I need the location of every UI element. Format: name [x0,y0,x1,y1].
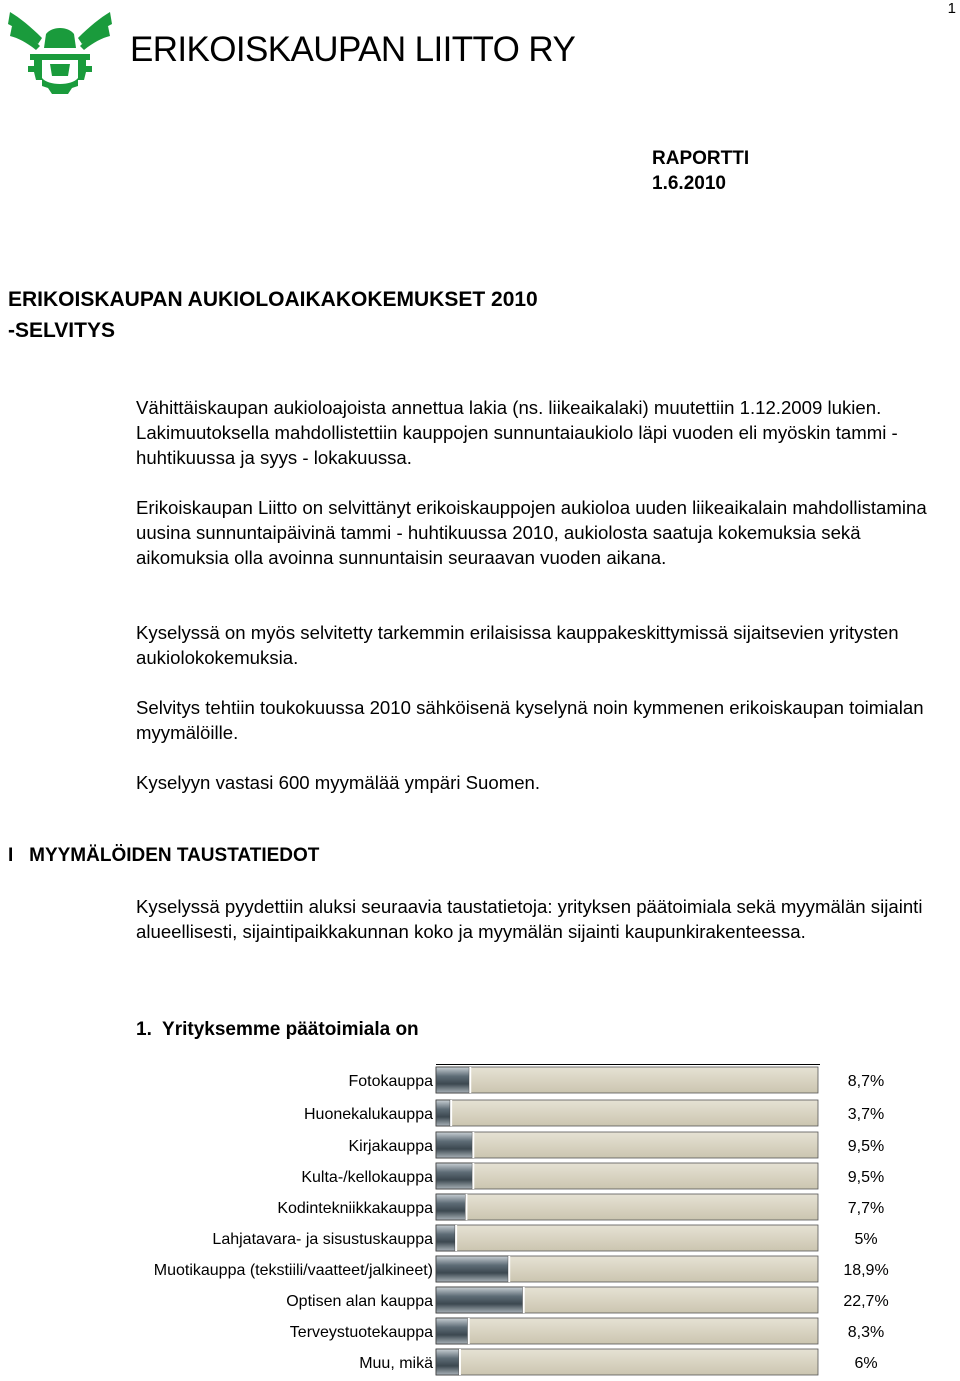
bar-remainder [436,1318,818,1344]
bar-value [436,1067,469,1093]
bar-value [436,1132,472,1158]
bar-separator [472,1132,474,1158]
category-label: Kulta-/kellokauppa [301,1169,433,1186]
bar-value [436,1349,459,1375]
category-label: Optisen alan kauppa [286,1293,433,1310]
bar-separator [508,1256,510,1282]
category-label: Huonekalukauppa [304,1106,433,1123]
bar-remainder [436,1067,818,1093]
value-label: 8,3% [847,1324,885,1341]
section-heading: I MYYMÄLÖIDEN TAUSTATIEDOT [8,845,320,866]
report-date: 1.6.2010 [652,173,726,194]
bar-separator [523,1287,525,1313]
bar-separator [469,1067,471,1093]
bar-value [436,1256,508,1282]
value-label: 18,9% [843,1262,889,1279]
value-label: 9,5% [847,1138,885,1155]
value-label: 5% [854,1231,878,1248]
intro-paragraph-5: Kyselyyn vastasi 600 myymälää ympäri Suomen. [136,772,541,793]
section-paragraph: Kyselyssä pyydettiin aluksi seuraavia taustatietoja: yrityksen päätoimiala sekä myymälän sijainti alueellisesti, sijaintipaikkakunnan koko ja myymälän sijainti kaupunkirakenteessa. [136,896,923,942]
category-label: Kodintekniikkakauppa [277,1200,433,1217]
value-label: 6% [854,1355,878,1372]
category-label: Muotikauppa (tekstiili/vaatteet/jalkineet) [153,1262,433,1279]
category-label: Muu, mikä [359,1355,433,1372]
bar-value [436,1318,468,1344]
bar-separator [468,1318,470,1344]
bar-separator [465,1194,467,1220]
bar-value [436,1225,455,1251]
bar-value [436,1163,472,1189]
document-title-line-1: ERIKOISKAUPAN AUKIOLOAIKAKOKEMUKSET 2010 [8,288,538,311]
bar-remainder [436,1349,818,1375]
category-label: Terveystuotekauppa [289,1324,433,1341]
category-label: Lahjatavara- ja sisustuskauppa [212,1231,433,1248]
bar-separator [455,1225,457,1251]
bar-remainder [436,1225,818,1251]
bar-separator [459,1349,461,1375]
question-label: 1. Yrityksemme päätoimiala on [136,1019,419,1040]
bar-remainder [436,1194,818,1220]
value-label: 22,7% [843,1293,889,1310]
value-label: 9,5% [847,1169,885,1186]
bar-value [436,1194,465,1220]
value-label: 8,7% [847,1073,885,1090]
value-label: 7,7% [847,1200,885,1217]
bar-separator [450,1100,452,1126]
bar-remainder [436,1132,818,1158]
bar-remainder [436,1100,818,1126]
page-number: 1 [947,0,956,17]
bar-value [436,1100,450,1126]
value-label: 3,7% [847,1106,885,1123]
category-label: Kirjakauppa [348,1138,433,1155]
intro-paragraph-3: Kyselyssä on myös selvitetty tarkemmin erilaisissa kauppakeskittymissä sijaitsevien yritysten aukiolokokemuksia. [136,622,899,668]
report-label: RAPORTTI [652,148,750,169]
bar-separator [472,1163,474,1189]
category-label: Fotokauppa [348,1073,433,1090]
intro-paragraph-1: Vähittäiskaupan aukioloajoista annettua lakia (ns. liikeaikalaki) muutettiin 1.12.2009 lukien. Lakimuutoksella mahdollistettiin kauppojen sunnuntaiaukiolo läpi vuoden eli myöskin tammi - huhtikuussa ja syys - lokakuussa. [136,397,898,468]
document-title-line-2: -SELVITYS [8,319,115,342]
bar-value [436,1287,523,1313]
intro-paragraph-4: Selvitys tehtiin toukokuussa 2010 sähköisenä kyselynä noin kymmenen erikoiskaupan toimialan myymälöille. [136,697,924,743]
intro-paragraph-2: Erikoiskaupan Liitto on selvittänyt erikoiskauppojen aukioloa uuden liikeaikalain mahdollistamina uusina sunnuntaipäivinä tammi - huhtikuussa 2010, aukiolosta saatuja kokemuksia sekä aikomuksia olla avoinna sunnuntaisin seuraavan vuoden aikana. [136,497,927,568]
bar-remainder [436,1163,818,1189]
organization-name: ERIKOISKAUPAN LIITTO RY [130,30,576,69]
